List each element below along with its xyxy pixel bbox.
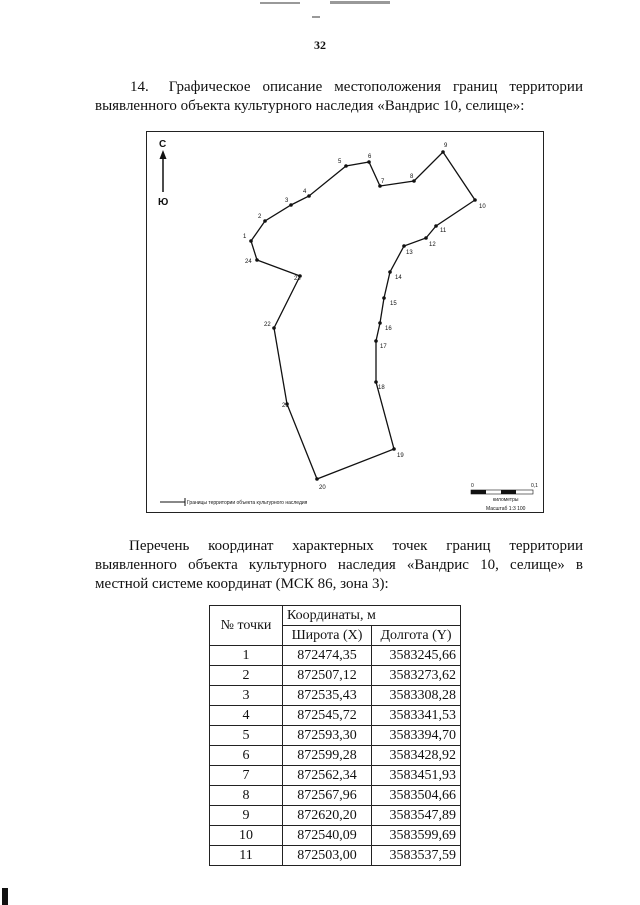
point-label: 4: [303, 189, 307, 195]
longitude-cell: 3583451,93: [372, 766, 461, 786]
boundary-point: [249, 239, 253, 243]
table-row: [210, 726, 461, 746]
longitude-cell: 3583308,28: [372, 686, 461, 706]
latitude-cell: 872507,12: [283, 666, 372, 686]
table-row: [210, 846, 461, 866]
scale-zero: 0: [471, 483, 474, 489]
point-label: 20: [319, 485, 326, 491]
point-label: 24: [245, 259, 252, 265]
longitude-cell: 3583245,66: [372, 646, 461, 666]
latitude-cell: 872562,34: [283, 766, 372, 786]
scale-bar-segment: [471, 490, 486, 494]
scale-ratio: Масштаб 1:3 100: [486, 506, 526, 512]
boundary-point: [378, 321, 382, 325]
longitude-cell: 3583394,70: [372, 726, 461, 746]
latitude-cell: 872535,43: [283, 686, 372, 706]
point-label: 12: [429, 242, 436, 248]
point-label: 8: [410, 174, 414, 180]
legend-label: Границы территории объекта культурного наследия: [187, 500, 308, 506]
coordinates-intro: [95, 537, 583, 594]
point-number: 2: [210, 666, 283, 686]
point-label: 1: [243, 234, 247, 240]
scale-unit: километры: [493, 497, 519, 503]
longitude-cell: 3583341,53: [372, 706, 461, 726]
latitude-cell: 872620,20: [283, 806, 372, 826]
boundary-point: [392, 447, 396, 451]
point-number: 10: [210, 826, 283, 846]
point-number: 5: [210, 726, 283, 746]
point-label: 3: [285, 198, 289, 204]
table-row: [210, 766, 461, 786]
point-label: 17: [380, 344, 387, 350]
point-number: 9: [210, 806, 283, 826]
longitude-cell: 3583547,89: [372, 806, 461, 826]
point-label: 11: [440, 228, 447, 234]
scale-bar-segment: [501, 490, 516, 494]
latitude-cell: 872474,35: [283, 646, 372, 666]
latitude-cell: 872567,96: [283, 786, 372, 806]
point-label: 15: [390, 301, 397, 307]
latitude-cell: 872540,09: [283, 826, 372, 846]
boundary-point: [263, 219, 267, 223]
intro-text: Перечень координат характерных точек границ территории выявленного объекта культурного наследия «Вандрис 10, селище» в местной системе координат (МСК 86, зона 3):: [95, 538, 583, 592]
scan-edge-mark: [2, 888, 8, 905]
scan-artifact: [330, 1, 390, 4]
table-row: [210, 806, 461, 826]
boundary-point: [424, 236, 428, 240]
header-longitude: Долгота (Y): [372, 626, 461, 646]
boundary-point: [441, 150, 445, 154]
point-number: 11: [210, 846, 283, 866]
table-row: [210, 826, 461, 846]
boundary-layer: [243, 143, 486, 491]
latitude-cell: 872599,28: [283, 746, 372, 766]
longitude-cell: 3583273,62: [372, 666, 461, 686]
point-label: 5: [338, 159, 342, 165]
table-row: [210, 686, 461, 706]
boundary-point: [434, 224, 438, 228]
table-row: [210, 666, 461, 686]
point-label: 6: [368, 154, 372, 160]
longitude-cell: 3583537,59: [372, 846, 461, 866]
point-label: 10: [479, 204, 486, 210]
boundary-point: [315, 477, 319, 481]
page-number: 32: [314, 38, 326, 52]
point-label: 21: [282, 403, 289, 409]
scale-end: 0,1: [531, 483, 538, 489]
longitude-cell: 3583599,69: [372, 826, 461, 846]
boundary-point: [255, 258, 259, 262]
section-number: 14.: [130, 79, 149, 95]
point-label: 7: [381, 179, 385, 185]
boundary-point: [374, 380, 378, 384]
point-label: 16: [385, 326, 392, 332]
point-number: 1: [210, 646, 283, 666]
boundary-point: [289, 203, 293, 207]
table-row: [210, 746, 461, 766]
compass-arrow-head: [160, 150, 167, 159]
point-label: 13: [406, 250, 413, 256]
map-canvas: [147, 132, 543, 512]
table-row: [210, 706, 461, 726]
table-row: [210, 786, 461, 806]
point-number: 7: [210, 766, 283, 786]
point-label: 18: [378, 385, 385, 391]
point-label: 9: [444, 143, 448, 149]
boundary-point: [374, 339, 378, 343]
point-label: 23: [294, 276, 301, 282]
boundary-point: [307, 194, 311, 198]
longitude-cell: 3583504,66: [372, 786, 461, 806]
section-heading: [95, 78, 583, 116]
longitude-cell: 3583428,92: [372, 746, 461, 766]
compass-south-label: Ю: [158, 197, 169, 208]
header-latitude: Широта (X): [283, 626, 372, 646]
latitude-cell: 872545,72: [283, 706, 372, 726]
table-row: [210, 646, 461, 666]
compass-north-label: С: [159, 139, 167, 150]
boundary-map: [146, 131, 544, 513]
latitude-cell: 872593,30: [283, 726, 372, 746]
latitude-cell: 872503,00: [283, 846, 372, 866]
boundary-point: [382, 296, 386, 300]
boundary-point: [344, 164, 348, 168]
header-coordinates: Координаты, м: [283, 606, 461, 626]
point-label: 2: [258, 214, 262, 220]
coordinates-table: [209, 605, 461, 866]
section-title: Графическое описание местоположения границ территории выявленного объекта культурного наследия «Вандрис 10, селище»:: [95, 79, 583, 114]
boundary-point: [473, 198, 477, 202]
scan-artifact: [260, 2, 300, 4]
point-number: 8: [210, 786, 283, 806]
point-number: 6: [210, 746, 283, 766]
point-label: 14: [395, 275, 402, 281]
header-point-number: № точки: [210, 606, 283, 646]
scan-artifact: [312, 16, 320, 18]
boundary-point: [272, 326, 276, 330]
point-number: 4: [210, 706, 283, 726]
boundary-point: [367, 160, 371, 164]
boundary-point: [388, 270, 392, 274]
point-label: 22: [264, 322, 271, 328]
boundary-point: [402, 244, 406, 248]
point-label: 19: [397, 453, 404, 459]
point-number: 3: [210, 686, 283, 706]
